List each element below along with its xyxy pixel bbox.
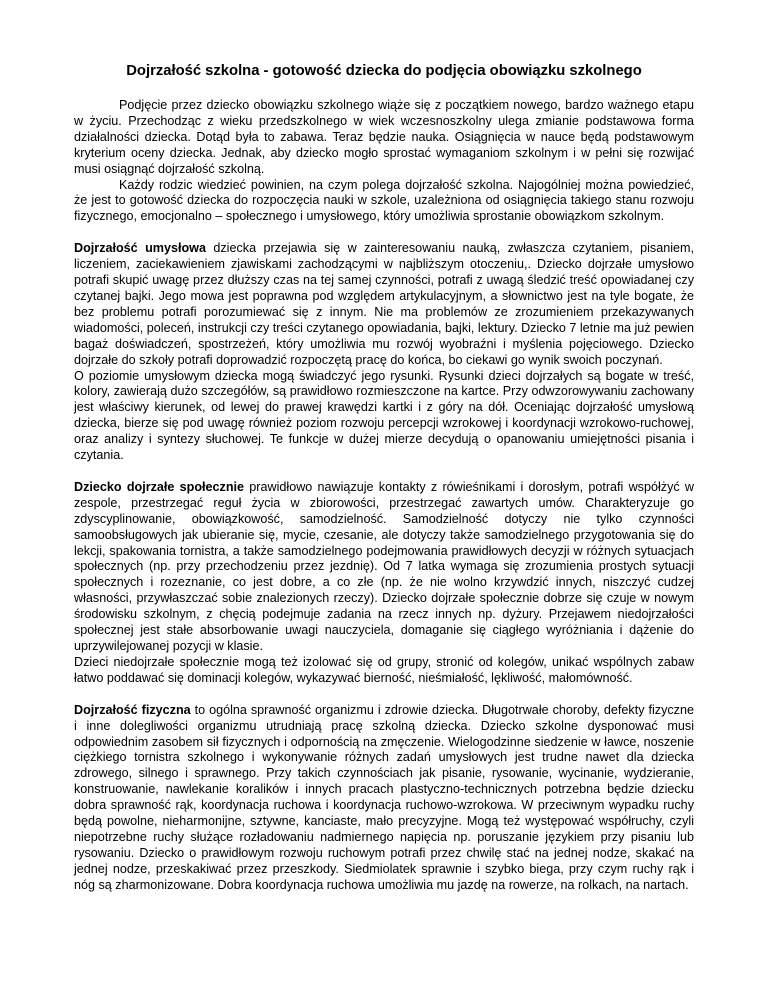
section-physical-lead: Dojrzałość fizyczna [74, 702, 191, 717]
section-social-text: prawidłowo nawiązuje kontakty z rówieśnikami i dorosłym, potrafi współżyć w zespole, przestrzegać reguł życia w zbiorowości, przestrzegać zawartych umów. Charakteryzuje go zdyscyplinowanie, obowiązkowość, samodzielność. Samodzielność dotyczy nie tylko czynności samoobsługowych jak ubieranie się, mycie, czesanie, ale dotyczy także samodzielnego przygotowania się do lekcji, spakowania tornistra, a także samodzielnego podejmowania prawidłowych decyzji w różnych sytuacjach społecznych (np. przy przechodzeniu przez jezdnię). Od 7 latka wymaga się zrozumienia prostych sytuacji społecznych i rozeznanie, co jest dobre, a co złe (np. że nie wolno krzywdzić innych, niszczyć cudzej własności, przywłaszczać sobie znalezionych rzeczy). Dziecko dojrzałe społecznie dobrze się czuje w nowym środowisku szkolnym, z chęcią podejmuje zadania na rzecz innych np. dyżury. Przejawem niedojrzałości społecznej jest stałe absorbowanie uwagi nauczyciela, domaganie się ciągłego wyróżniania i dążenie do uprzywilejowanej pozycji w klasie. [74, 479, 694, 653]
section-mental-paragraph-2: O poziomie umysłowym dziecka mogą świadczyć jego rysunki. Rysunki dzieci dojrzałych są bogate w treść, kolory, zawierają dużo szczegółów, są prawidłowo rozmieszczone na kartce. Przy odwzorowywaniu zachowany jest właściwy kierunek, od lewej do prawej krawędzi kartki i z góry na dół. Oceniając dojrzałość umysłową dziecka, bierze się pod uwagę również poziom rozwoju percepcji wzrokowej i koordynacji wzrokowo-ruchowej, oraz analizy i syntezy słuchowej. Te funkcje w dużej mierze decydują o opanowaniu umiejętności pisania i czytania. [74, 368, 694, 463]
intro-paragraph-2: Każdy rodzic wiedzieć powinien, na czym polega dojrzałość szkolna. Najogólniej można powiedzieć, że jest to gotowość dziecka do rozpoczęcia nauki w szkole, uzależniona od osiągnięcia takiego stanu rozwoju fizycznego, emocjonalno – społecznego i umysłowego, który umożliwia sprostanie obowiązkom szkolnym. [74, 177, 694, 224]
section-social-paragraph-2: Dzieci niedojrzałe społecznie mogą też izolować się od grupy, stronić od kolegów, unikać wspólnych zabaw łatwo poddawać się dominacji kolegów, wykazywać bierność, nieśmiałość, lękliwość, małomówność. [74, 654, 694, 685]
section-mental-maturity [74, 241, 694, 368]
section-physical-maturity [74, 703, 694, 894]
section-social-maturity [74, 480, 694, 655]
section-mental-text: dziecka przejawia się w zainteresowaniu nauką, zwłaszcza czytaniem, pisaniem, liczeniem, zaciekawieniem zjawiskami zachodzącymi w najbliższym otoczeniu,. Dziecko dojrzałe umysłowo potrafi skupić uwagę przez dłuższy czas na tej samej czynności, potrafi z uwagą śledzić treść opowiadanej czy czytanej bajki. Jego mowa jest poprawna pod względem artykulacyjnym, a słownictwo jest na tyle bogate, że bez problemu potrafi porozumiewać się z innym. Nie ma problemów ze zrozumieniem przekazywanych wiadomości, poleceń, instrukcji czy treści czytanego opowiadania, bajki, lektury. Dziecko 7 letnie ma już pewien bagaż doświadczeń, spostrzeżeń, który umożliwia mu rozwój wyobraźni i myślenia pojęciowego. Dziecko dojrzałe do szkoły potrafi doprowadzić rozpoczętą pracę do końca, bo ciekawi go wynik swoich poczynań. [74, 241, 694, 367]
section-physical-text: to ogólna sprawność organizmu i zdrowie dziecka. Długotrwałe choroby, defekty fizyczne i inne dolegliwości organizmu utrudniają pracę szkolną dziecka. Dziecko szkolne dysponować musi odpowiednim zasobem sił fizycznych i odpornością na zmęczenie. Wielogodzinne siedzenie w ławce, noszenie ciężkiego tornistra szkolnego i wykonywanie różnych zadań umysłowych jest trudne nawet dla dziecka zdrowego, silnego i sprawnego. Przy takich czynnościach jak pisanie, rysowanie, wycinanie, wydzieranie, konstruowanie, nawlekanie koralików i innych pracach plastyczno-technicznych potrzebna będzie dziecku dobra sprawność rąk, koordynacja ruchowa i koordynacja ruchowo-wzrokowa. W przeciwnym wypadku ruchy będą powolne, nieharmonijne, sztywne, kanciaste, mało precyzyjne. Mogą też występować współruchy, czyli niepotrzebne ruchy służące rozładowaniu nadmiernego napięcia np. poruszanie językiem przy pisaniu lub rysowaniu. Dziecko o prawidłowym rozwoju ruchowym potrafi przez chwilę stać na jednej nodze, skakać na jednej nodze, przeskakiwać przez przeszkody. Siedmiolatek sprawnie i szybko biega, przy czym ruchy rąk i nóg są zharmonizowane. Dobra koordynacja ruchowa umożliwia mu jazdę na rowerze, na rolkach, na nartach. [74, 702, 694, 892]
document-title: Dojrzałość szkolna - gotowość dziecka do podjęcia obowiązku szkolnego [126, 63, 642, 79]
intro-paragraph-1: Podjęcie przez dziecko obowiązku szkolnego wiąże się z początkiem nowego, bardzo ważnego etapu w życiu. Przechodząc z wieku przedszkolnego w wiek wczesnoszkolny ulega zmianie podstawowa forma działalności dziecka. Dotąd była to zabawa. Teraz będzie nauka. Osiągnięcia w nauce będą podstawowym kryterium oceny dziecka. Jednak, aby dziecko mogło sprostać wymaganiom szkolnym i w pełni się rozwijać musi osiągnąć dojrzałość szkolną. [74, 98, 694, 176]
section-mental-lead: Dojrzałość umysłowa [74, 241, 206, 256]
document-page [74, 62, 694, 894]
section-social-lead: Dziecko dojrzałe społecznie [74, 479, 245, 494]
